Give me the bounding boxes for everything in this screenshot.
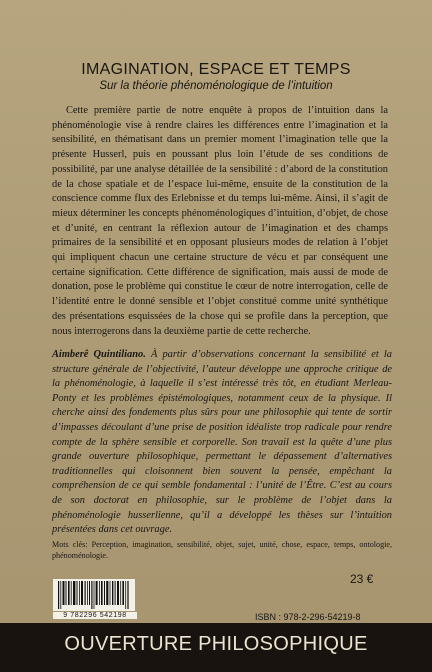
author-bio-text: À partir d’observations concernant la sensibilité et la structure générale de l’objectivité, l’auteur développe une approche critique de la phénoménologie, à laquelle il s’est intéressé très tôt, en étudiant Merleau-Ponty et les problèmes épistémologiques, notamment ceux de la physique. Il cherche ainsi des fondements plus sûrs pour une philosophie qui tente de sortir d’impasses découlant d’une prise de position idéaliste trop radicale pour rendre compte de la sphère sensible et corporelle. Son travail est la quête d’une plus grande ouverture philosophique, permettant le dépassement d’alternatives traditionnelles qui cloisonnent bien souvent la pensée, empêchant la compréhension de ce qui semble fondamental : l’unité de l’Être. C’est au cours de son doctorat en philosophie, sur le problème de l’objet dans la phénoménologie husserlienne, qu’il a développé les thèses sur l’intuition présentées dans cet ouvrage. <box>52 349 392 536</box>
keywords: Mots clés: Perception, imagination, sensibilité, objet, sujet, unité, chose, espace, temps, ontologie, phénoménologie. <box>52 540 392 561</box>
author-name: Aimberê Quintiliano. <box>52 349 146 360</box>
isbn: ISBN : 978-2-296-54219-8 <box>255 612 361 622</box>
author-biography <box>52 348 392 538</box>
barcode <box>53 579 135 611</box>
summary-paragraph: Cette première partie de notre enquête à propos de l’intuition dans la phénoménologie vise à rendre claires les différences entre l’imagination et la sensibilité, en thématisant dans un premier moment l’imagination telle que la présente Husserl, puis en poussant plus loin l’étude de ses conditions de possibilité, par une analyse détaillée de la sensibilité : d’abord de la constitution de la chose spatiale et de l’espace lui-même, ensuite de la constitution de la conscience comme flux des Erlebnisse et du temps lui-même. Ainsi, il s’agit de mieux déterminer les concepts phénoménologiques d’intuition, d’objet, de chose et d’unité, en centrant la réflexion autour de l’imagination et des champs primaires de la sensibilité et en opposant plusieurs modes de relation à l’objet qui impliquent chacun une certaine structure de vécu et par conséquent une certaine signification. Cette différence de signification, mais aussi de mode de donation, pose le problème qui constitue le cœur de notre interrogation, celle de l’identité entre le donné sensible et l’objet constitué comme unité synthétique des présentations esquissées de la chose qui se profile dans la perception, que nous interrogerons dans la deuxième partie de cette recherche. <box>52 105 388 337</box>
collection-name: OUVERTURE PHILOSOPHIQUE <box>64 633 368 655</box>
barcode-number: 9 782296 542198 <box>53 612 137 619</box>
book-subtitle: Sur la théorie phénoménologique de l’intuition <box>99 80 333 92</box>
book-title: IMAGINATION, ESPACE ET TEMPS <box>81 61 351 78</box>
barcode-bars <box>58 581 130 609</box>
price-label: 23 € <box>350 572 374 586</box>
